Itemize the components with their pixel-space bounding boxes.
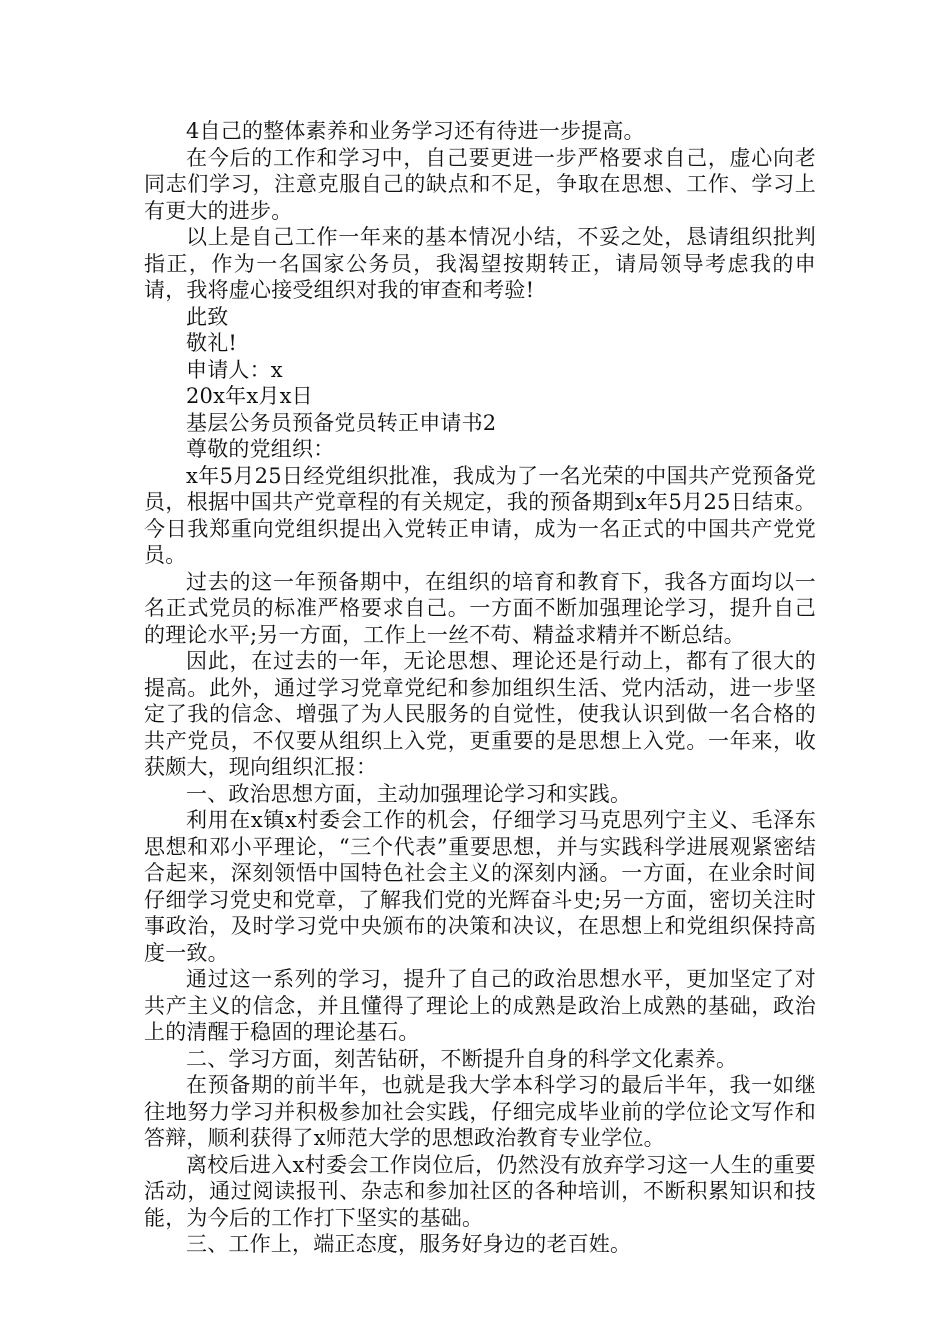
paragraph-study-result: 通过这一系列的学习，提升了自己的政治思想水平，更加坚定了对共产主义的信念，并且懂得了理论上的成熟是政治上成熟的基础，政治上的清醒于稳固的理论基石。 — [144, 967, 816, 1044]
paragraph-university: 在预备期的前半年，也就是我大学本科学习的最后半年，我一如继往地努力学习并积极参加社会实践，仔细完成毕业前的学位论文写作和答辩，顺利获得了x师范大学的思想政治教育专业学位。 — [144, 1073, 816, 1150]
application-date: 20x年x月x日 — [186, 384, 313, 408]
paragraph-quality-note: 4自己的整体素养和业务学习还有待进一步提高。 — [186, 119, 645, 143]
closing-regards: 敬礼! — [186, 331, 238, 355]
paragraph-future-plan: 在今后的工作和学习中，自己要更进一步严格要求自己，虚心向老同志们学习，注意克服自己的缺点和不足，争取在思想、工作、学习上有更大的进步。 — [144, 145, 816, 223]
heading-study: 二、学习方面，刻苦钻研，不断提升自身的科学文化素养。 — [186, 1046, 738, 1071]
section-title: 基层公务员预备党员转正申请书2 — [186, 410, 497, 435]
paragraph-improvement: 因此，在过去的一年，无论思想、理论还是行动上，都有了很大的提高。此外，通过学习党章党纪和参加组织生活、党内活动，进一步坚定了我的信念、增强了为人民服务的自觉性，使我认识到做一名合格的共产党员，不仅要从组织上入党，更重要的是思想上入党。一年来，收获颇大，现向组织汇报： — [144, 649, 816, 779]
document-page — [144, 118, 816, 1258]
closing-salutation: 此致 — [186, 304, 229, 329]
paragraph-intro: x年5月25日经党组织批准，我成为了一名光荣的中国共产党预备党员，根据中国共产党章程的有关规定，我的预备期到x年5月25日结束。今日我郑重向党组织提出入党转正申请，成为一名正式的中国共产党党员。 — [144, 463, 816, 567]
applicant-signature: 申请人：x — [186, 357, 283, 382]
paragraph-past-year: 过去的这一年预备期中，在组织的培育和教育下，我各方面均以一名正式党员的标准严格要求自己。一方面不断加强理论学习，提升自己的理论水平;另一方面，工作上一丝不苟、精益求精并不断总结。 — [144, 569, 816, 647]
paragraph-summary-request: 以上是自己工作一年来的基本情况小结，不妥之处，恳请组织批判指正，作为一名国家公务员，我渴望按期转正，请局领导考虑我的申请，我将虚心接受组织对我的审查和考验! — [144, 225, 816, 302]
heading-political-thought: 一、政治思想方面，主动加强理论学习和实践。 — [186, 781, 632, 806]
paragraph-theory-study: 利用在x镇x村委会工作的机会，仔细学习马克思列宁主义、毛泽东思想和邓小平理论，“三个代表”重要思想，并与实践科学进展观紧密结合起来，深刻领悟中国特色社会主义的深刻内涵。一方面，在业余时间仔细学习党史和党章，了解我们党的光辉奋斗史;另一方面，密切关注时事政治，及时学习党中央颁布的决策和决议，在思想上和党组织保持高度一致。 — [144, 808, 816, 965]
paragraph-continued-learning: 离校后进入x村委会工作岗位后，仍然没有放弃学习这一人生的重要活动，通过阅读报刊、杂志和参加社区的各种培训，不断积累知识和技能，为今后的工作打下坚实的基础。 — [144, 1152, 816, 1230]
greeting: 尊敬的党组织： — [186, 437, 335, 461]
heading-work: 三、工作上，端正态度，服务好身边的老百姓。 — [186, 1232, 632, 1256]
